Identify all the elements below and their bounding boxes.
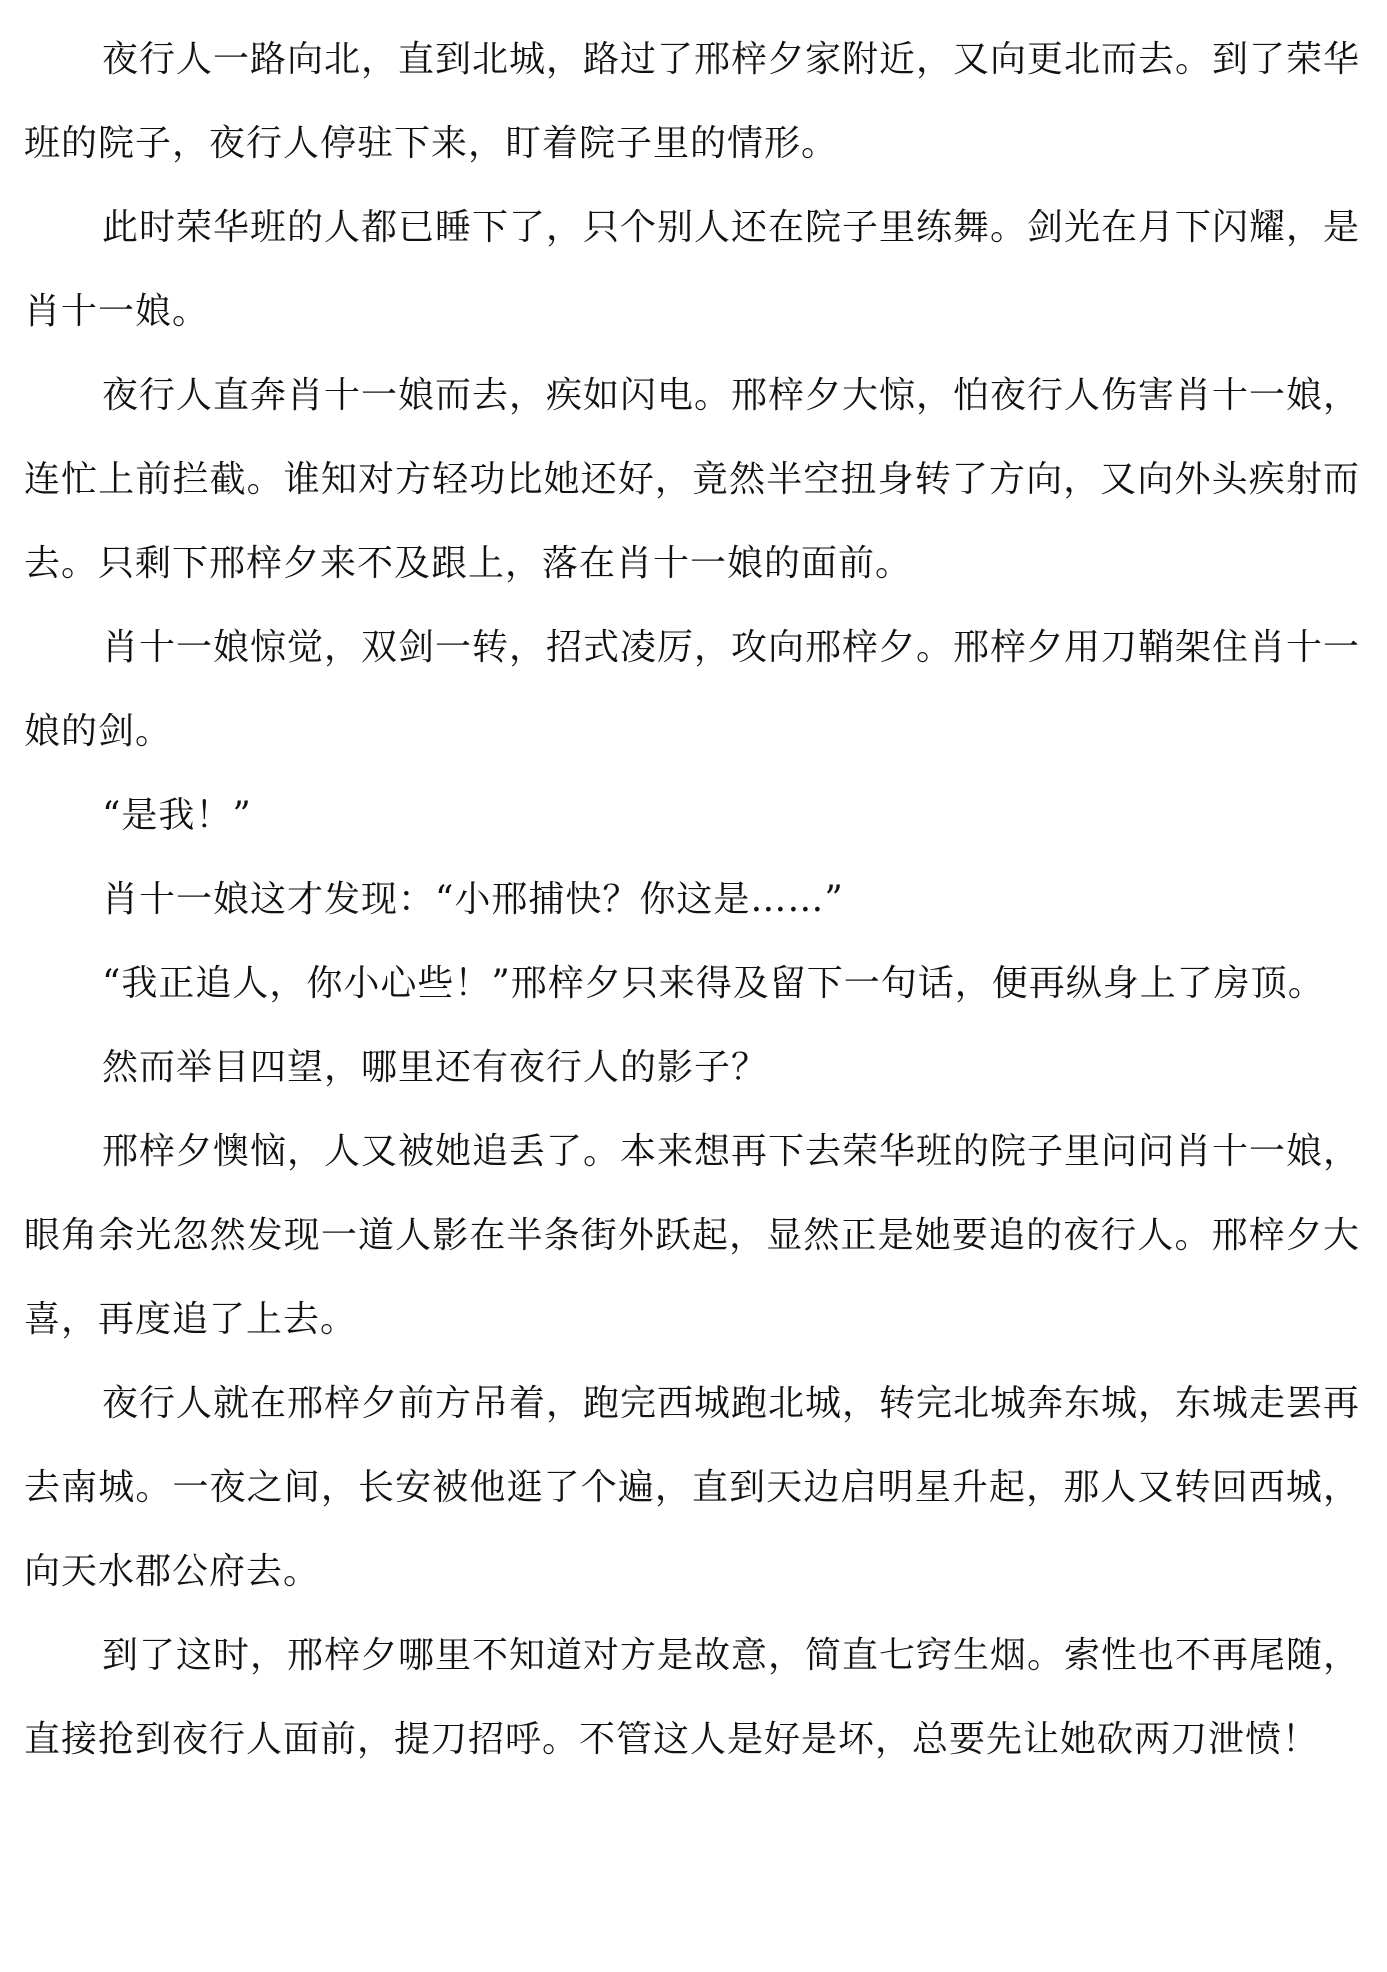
paragraph: 此时荣华班的人都已睡下了，只个别人还在院子里练舞。剑光在月下闪耀，是肖十一娘。: [24, 207, 1361, 332]
paragraph: “我正追人，你小心些！”邢梓夕只来得及留下一句话，便再纵身上了房顶。: [102, 963, 1325, 1004]
paragraph: 肖十一娘这才发现：“小邢捕快？你这是……”: [102, 879, 844, 920]
paragraph: “是我！”: [102, 795, 252, 836]
paragraph: 邢梓夕懊恼，人又被她追丢了。本来想再下去荣华班的院子里问问肖十一娘，眼角余光忽然发现一道人影在半条街外跃起，显然正是她要追的夜行人。邢梓夕大喜，再度追了上去。: [24, 1131, 1361, 1340]
paragraph: 肖十一娘惊觉，双剑一转，招式凌厉，攻向邢梓夕。邢梓夕用刀鞘架住肖十一娘的剑。: [24, 627, 1361, 752]
paragraph: 夜行人一路向北，直到北城，路过了邢梓夕家附近，又向更北而去。到了荣华班的院子，夜行人停驻下来，盯着院子里的情形。: [24, 39, 1361, 164]
document-page: [24, 0, 1360, 1782]
paragraph: 到了这时，邢梓夕哪里不知道对方是故意，简直七窍生烟。索性也不再尾随，直接抢到夜行人面前，提刀招呼。不管这人是好是坏，总要先让她砍两刀泄愤！: [24, 1635, 1361, 1760]
paragraph: 然而举目四望，哪里还有夜行人的影子？: [102, 1047, 769, 1088]
paragraph: 夜行人就在邢梓夕前方吊着，跑完西城跑北城，转完北城奔东城，东城走罢再去南城。一夜之间，长安被他逛了个遍，直到天边启明星升起，那人又转回西城，向天水郡公府去。: [24, 1383, 1361, 1592]
paragraph: 夜行人直奔肖十一娘而去，疾如闪电。邢梓夕大惊，怕夜行人伤害肖十一娘，连忙上前拦截。谁知对方轻功比她还好，竟然半空扭身转了方向，又向外头疾射而去。只剩下邢梓夕来不及跟上，落在肖十一娘的面前。: [24, 375, 1361, 584]
